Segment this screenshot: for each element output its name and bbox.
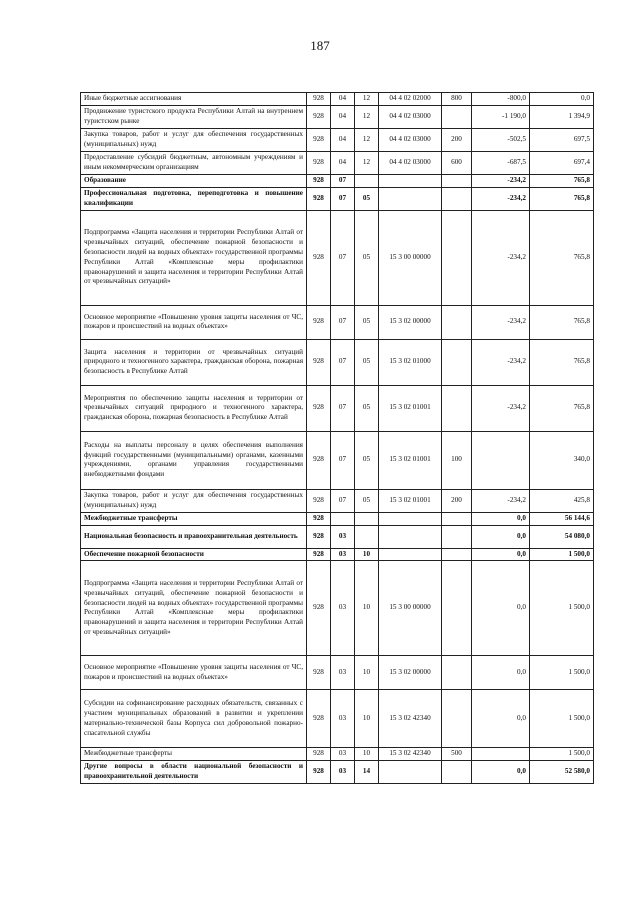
table-row [81, 175, 594, 188]
total-amount-cell: 1 500,0 [530, 561, 594, 656]
section-code-cell: 07 [331, 489, 355, 512]
expense-type-cell [442, 175, 472, 188]
table-row [81, 525, 594, 548]
admin-code-cell: 928 [307, 561, 331, 656]
expense-type-cell [442, 512, 472, 525]
table-row [81, 548, 594, 561]
total-amount-cell: 697,5 [530, 129, 594, 152]
total-amount-cell: 765,8 [530, 305, 594, 339]
subsection-code-cell: 10 [355, 656, 379, 690]
table-row [81, 152, 594, 175]
admin-code-cell: 928 [307, 748, 331, 761]
total-amount-cell: 1 500,0 [530, 748, 594, 761]
subsection-code-cell: 05 [355, 489, 379, 512]
section-code-cell: 07 [331, 187, 355, 210]
expense-type-cell [442, 690, 472, 748]
subsection-code-cell: 05 [355, 305, 379, 339]
expense-type-cell: 800 [442, 93, 472, 106]
total-amount-cell: 765,8 [530, 175, 594, 188]
target-article-cell: 15 3 02 01000 [379, 339, 442, 385]
table-row [81, 385, 594, 431]
admin-code-cell: 928 [307, 525, 331, 548]
target-article-cell: 15 3 02 01001 [379, 489, 442, 512]
subsection-code-cell: 12 [355, 129, 379, 152]
subsection-code-cell: 12 [355, 93, 379, 106]
admin-code-cell: 928 [307, 339, 331, 385]
table-row [81, 656, 594, 690]
target-article-cell: 15 3 02 42340 [379, 690, 442, 748]
target-article-cell [379, 187, 442, 210]
section-code-cell: 03 [331, 525, 355, 548]
expense-name-cell: Закупка товаров, работ и услуг для обеспечения государственных (муниципальных) нужд [81, 129, 307, 152]
change-amount-cell: 0,0 [472, 656, 530, 690]
expense-name-cell: Защита населения и территории от чрезвычайных ситуаций природного и техногенного характера, гражданская оборона, пожарная безопасность в Республике Алтай [81, 339, 307, 385]
expense-type-cell: 600 [442, 152, 472, 175]
table-row [81, 512, 594, 525]
total-amount-cell: 56 144,6 [530, 512, 594, 525]
expense-type-cell [442, 210, 472, 305]
target-article-cell: 15 3 02 42340 [379, 748, 442, 761]
section-code-cell: 03 [331, 548, 355, 561]
subsection-code-cell: 05 [355, 431, 379, 489]
total-amount-cell: 765,8 [530, 187, 594, 210]
expense-type-cell [442, 339, 472, 385]
total-amount-cell: 425,8 [530, 489, 594, 512]
total-amount-cell: 1 500,0 [530, 690, 594, 748]
expense-type-cell [442, 187, 472, 210]
admin-code-cell: 928 [307, 106, 331, 129]
admin-code-cell: 928 [307, 187, 331, 210]
total-amount-cell: 1 500,0 [530, 656, 594, 690]
target-article-cell: 15 3 00 00000 [379, 561, 442, 656]
admin-code-cell: 928 [307, 512, 331, 525]
table-row [81, 561, 594, 656]
target-article-cell: 04 4 02 03000 [379, 129, 442, 152]
total-amount-cell: 765,8 [530, 339, 594, 385]
expense-type-cell: 200 [442, 489, 472, 512]
expense-name-cell: Расходы на выплаты персоналу в целях обеспечения выполнения функций государственными (муниципальными) органами, казенными учреждениями, органами управления государственными внебюджетными фондами [81, 431, 307, 489]
admin-code-cell: 928 [307, 489, 331, 512]
total-amount-cell: 697,4 [530, 152, 594, 175]
change-amount-cell [472, 748, 530, 761]
admin-code-cell: 928 [307, 656, 331, 690]
total-amount-cell: 765,8 [530, 385, 594, 431]
total-amount-cell: 765,8 [530, 210, 594, 305]
admin-code-cell: 928 [307, 548, 331, 561]
total-amount-cell: 1 394,9 [530, 106, 594, 129]
subsection-code-cell: 10 [355, 690, 379, 748]
section-code-cell: 04 [331, 93, 355, 106]
table-row [81, 761, 594, 784]
expense-name-cell: Национальная безопасность и правоохранительная деятельность [81, 525, 307, 548]
change-amount-cell [472, 431, 530, 489]
table-row [81, 431, 594, 489]
expense-name-cell: Субсидии на софинансирование расходных обязательств, связанных с участием муниципальных образований в развитии и укреплении материально-технической базы Корпуса сил добровольной пожарно-спасательной службы [81, 690, 307, 748]
section-code-cell: 03 [331, 748, 355, 761]
budget-table [80, 92, 594, 784]
expense-type-cell [442, 548, 472, 561]
total-amount-cell: 1 500,0 [530, 548, 594, 561]
change-amount-cell: -234,2 [472, 385, 530, 431]
change-amount-cell: 0,0 [472, 548, 530, 561]
section-code-cell: 03 [331, 690, 355, 748]
table-row [81, 93, 594, 106]
subsection-code-cell: 10 [355, 748, 379, 761]
target-article-cell: 15 3 02 00000 [379, 656, 442, 690]
expense-type-cell [442, 106, 472, 129]
table-row [81, 129, 594, 152]
subsection-code-cell: 12 [355, 106, 379, 129]
target-article-cell: 15 3 00 00000 [379, 210, 442, 305]
section-code-cell: 04 [331, 152, 355, 175]
target-article-cell [379, 525, 442, 548]
subsection-code-cell [355, 525, 379, 548]
budget-table-body [81, 93, 594, 784]
section-code-cell: 04 [331, 129, 355, 152]
expense-name-cell: Мероприятия по обеспечению защиты населения и территории от чрезвычайных ситуаций природного и техногенного характера, гражданская оборона, пожарная безопасность в Республике Алтай [81, 385, 307, 431]
subsection-code-cell: 05 [355, 339, 379, 385]
section-code-cell: 07 [331, 305, 355, 339]
table-row [81, 489, 594, 512]
subsection-code-cell: 05 [355, 187, 379, 210]
total-amount-cell: 0,0 [530, 93, 594, 106]
target-article-cell: 15 3 02 00000 [379, 305, 442, 339]
expense-type-cell [442, 305, 472, 339]
section-code-cell: 03 [331, 656, 355, 690]
expense-name-cell: Продвижение туристского продукта Республики Алтай на внутреннем туристском рынке [81, 106, 307, 129]
section-code-cell: 07 [331, 385, 355, 431]
change-amount-cell: -234,2 [472, 187, 530, 210]
table-row [81, 690, 594, 748]
expense-name-cell: Основное мероприятие «Повышение уровня защиты населения от ЧС, пожаров и происшествий на водных объектах» [81, 305, 307, 339]
change-amount-cell: -687,5 [472, 152, 530, 175]
admin-code-cell: 928 [307, 93, 331, 106]
table-row [81, 106, 594, 129]
expense-type-cell [442, 656, 472, 690]
section-code-cell: 03 [331, 761, 355, 784]
target-article-cell: 15 3 02 01001 [379, 385, 442, 431]
expense-name-cell: Подпрограмма «Защита населения и территории Республики Алтай от чрезвычайных ситуаций, обеспечение пожарной безопасности и безопасности людей на водных объектах» государственной программы Республики Алтай «Комплексные меры профилактики правонарушений и защита населения и территории Республики Алтай от чрезвычайных ситуаций» [81, 210, 307, 305]
expense-type-cell [442, 385, 472, 431]
change-amount-cell: -1 190,0 [472, 106, 530, 129]
admin-code-cell: 928 [307, 305, 331, 339]
subsection-code-cell [355, 512, 379, 525]
expense-type-cell: 500 [442, 748, 472, 761]
change-amount-cell: -234,2 [472, 175, 530, 188]
expense-name-cell: Подпрограмма «Защита населения и территории Республики Алтай от чрезвычайных ситуаций, обеспечение пожарной безопасности и безопасности людей на водных объектах» государственной программы Республики Алтай «Комплексные меры профилактики правонарушений и защита населения и территории Республики Алтай от чрезвычайных ситуаций» [81, 561, 307, 656]
section-code-cell: 07 [331, 431, 355, 489]
target-article-cell: 15 3 02 01001 [379, 431, 442, 489]
admin-code-cell: 928 [307, 385, 331, 431]
target-article-cell [379, 512, 442, 525]
expense-type-cell: 200 [442, 129, 472, 152]
subsection-code-cell: 10 [355, 548, 379, 561]
subsection-code-cell: 14 [355, 761, 379, 784]
admin-code-cell: 928 [307, 152, 331, 175]
change-amount-cell: -234,2 [472, 339, 530, 385]
total-amount-cell: 340,0 [530, 431, 594, 489]
admin-code-cell: 928 [307, 431, 331, 489]
admin-code-cell: 928 [307, 175, 331, 188]
admin-code-cell: 928 [307, 129, 331, 152]
expense-name-cell: Профессиональная подготовка, переподготовка и повышение квалификации [81, 187, 307, 210]
change-amount-cell: -800,0 [472, 93, 530, 106]
change-amount-cell: 0,0 [472, 525, 530, 548]
expense-name-cell: Межбюджетные трансферты [81, 512, 307, 525]
expense-name-cell: Другие вопросы в области национальной безопасности и правоохранительной деятельности [81, 761, 307, 784]
admin-code-cell: 928 [307, 761, 331, 784]
subsection-code-cell: 10 [355, 561, 379, 656]
table-row [81, 187, 594, 210]
expense-name-cell: Обеспечение пожарной безопасности [81, 548, 307, 561]
section-code-cell: 04 [331, 106, 355, 129]
expense-name-cell: Образование [81, 175, 307, 188]
section-code-cell: 07 [331, 339, 355, 385]
subsection-code-cell [355, 175, 379, 188]
target-article-cell: 04 4 02 03000 [379, 106, 442, 129]
target-article-cell: 04 4 02 02000 [379, 93, 442, 106]
change-amount-cell: 0,0 [472, 561, 530, 656]
expense-type-cell [442, 525, 472, 548]
change-amount-cell: -502,5 [472, 129, 530, 152]
table-row [81, 305, 594, 339]
target-article-cell [379, 761, 442, 784]
expense-type-cell [442, 761, 472, 784]
table-row [81, 210, 594, 305]
change-amount-cell: 0,0 [472, 512, 530, 525]
expense-name-cell: Основное мероприятие «Повышение уровня защиты населения от ЧС, пожаров и происшествий на водных объектах» [81, 656, 307, 690]
expense-name-cell: Иные бюджетные ассигнования [81, 93, 307, 106]
admin-code-cell: 928 [307, 690, 331, 748]
expense-name-cell: Межбюджетные трансферты [81, 748, 307, 761]
change-amount-cell: -234,2 [472, 489, 530, 512]
change-amount-cell: -234,2 [472, 305, 530, 339]
section-code-cell: 07 [331, 175, 355, 188]
expense-name-cell: Предоставление субсидий бюджетным, автономным учреждениям и иным некоммерческим организациям [81, 152, 307, 175]
target-article-cell [379, 175, 442, 188]
change-amount-cell: 0,0 [472, 690, 530, 748]
subsection-code-cell: 05 [355, 210, 379, 305]
section-code-cell: 07 [331, 210, 355, 305]
subsection-code-cell: 05 [355, 385, 379, 431]
expense-type-cell: 100 [442, 431, 472, 489]
table-row [81, 748, 594, 761]
section-code-cell: 03 [331, 561, 355, 656]
subsection-code-cell: 12 [355, 152, 379, 175]
change-amount-cell: 0,0 [472, 761, 530, 784]
expense-name-cell: Закупка товаров, работ и услуг для обеспечения государственных (муниципальных) нужд [81, 489, 307, 512]
page-number: 187 [310, 38, 330, 53]
target-article-cell: 04 4 02 03000 [379, 152, 442, 175]
admin-code-cell: 928 [307, 210, 331, 305]
expense-type-cell [442, 561, 472, 656]
change-amount-cell: -234,2 [472, 210, 530, 305]
table-row [81, 339, 594, 385]
total-amount-cell: 52 580,0 [530, 761, 594, 784]
total-amount-cell: 54 080,0 [530, 525, 594, 548]
target-article-cell [379, 548, 442, 561]
section-code-cell [331, 512, 355, 525]
